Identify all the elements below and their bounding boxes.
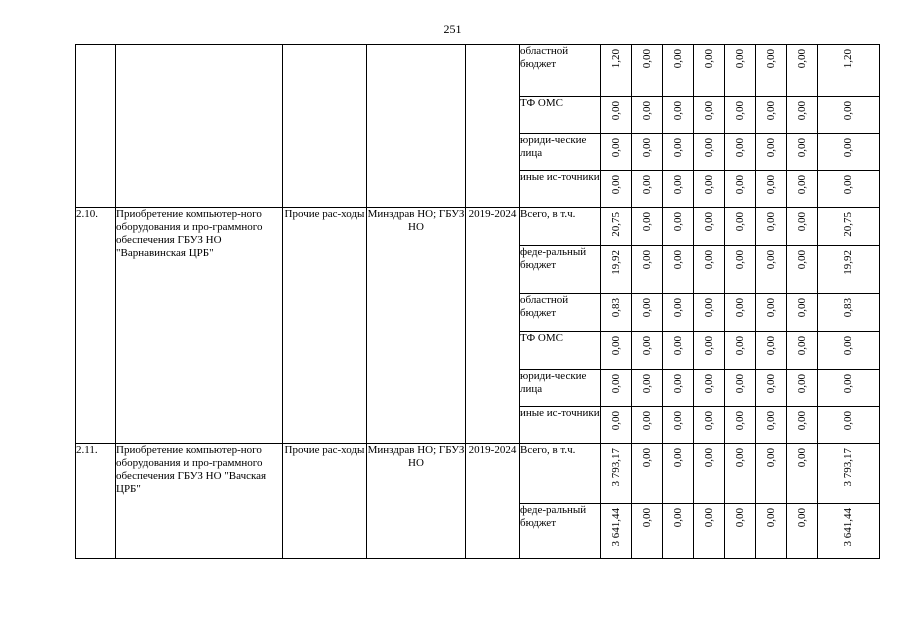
- cell-value: 0,00: [702, 175, 715, 195]
- period: 2019-2024: [466, 443, 520, 558]
- value-cell: [725, 45, 756, 97]
- value-cell: [756, 503, 787, 558]
- funding-source: юриди-ческие лица: [520, 369, 601, 406]
- value-cell: [725, 134, 756, 171]
- cell-value: 3 793,17: [609, 447, 622, 487]
- cell-value: 0,00: [640, 138, 653, 158]
- cell-value: 0,00: [764, 249, 777, 269]
- executor: [367, 45, 466, 208]
- cell-value: 0,00: [795, 138, 808, 158]
- value-cell: [756, 245, 787, 293]
- cell-value: 0,00: [671, 373, 684, 393]
- value-cell: [818, 406, 880, 443]
- value-cell: [725, 406, 756, 443]
- funding-source: феде-ральный бюджет: [520, 503, 601, 558]
- value-cell: [663, 97, 694, 134]
- value-cell: [694, 245, 725, 293]
- cell-value: 0,00: [640, 212, 653, 232]
- value-cell: [756, 443, 787, 503]
- value-cell: [725, 245, 756, 293]
- cell-value: 1,20: [842, 49, 854, 69]
- cell-value: 0,00: [842, 335, 854, 355]
- value-cell: [601, 293, 632, 331]
- value-cell: [694, 503, 725, 558]
- cell-value: 0,00: [671, 335, 684, 355]
- value-cell: [787, 406, 818, 443]
- value-cell: [725, 443, 756, 503]
- funding-source: иные ис-точники: [520, 171, 601, 208]
- value-cell: [787, 369, 818, 406]
- value-cell: [756, 45, 787, 97]
- cell-value: 0,00: [640, 175, 653, 195]
- cell-value: 0,00: [795, 447, 808, 467]
- cell-value: 0,00: [733, 175, 746, 195]
- cell-value: 0,00: [609, 373, 622, 393]
- cell-value: 20,75: [842, 212, 854, 237]
- table-row: [76, 208, 880, 246]
- row-number: [76, 45, 116, 208]
- funding-source: областной бюджет: [520, 45, 601, 97]
- value-cell: [663, 503, 694, 558]
- cell-value: 0,00: [640, 297, 653, 317]
- value-cell: [663, 245, 694, 293]
- value-cell: [787, 208, 818, 246]
- cell-value: 0,00: [640, 249, 653, 269]
- cell-value: 0,00: [702, 447, 715, 467]
- cell-value: 0,00: [795, 212, 808, 232]
- value-cell: [725, 208, 756, 246]
- value-cell: [725, 293, 756, 331]
- value-cell: [725, 503, 756, 558]
- cell-value: 0,00: [671, 101, 684, 121]
- cell-value: 0,00: [702, 335, 715, 355]
- measure-name: [116, 45, 283, 208]
- cell-value: 0,00: [640, 373, 653, 393]
- value-cell: [756, 171, 787, 208]
- measure-name: Приобретение компьютер-ного оборудования и про-граммного обеспечения ГБУЗ НО "Варнавинская ЦРБ": [116, 208, 283, 444]
- cell-value: 0,00: [671, 297, 684, 317]
- cell-value: 20,75: [609, 212, 622, 237]
- cell-value: 0,00: [640, 335, 653, 355]
- budget-table: [75, 44, 880, 559]
- cell-value: 1,20: [609, 49, 622, 69]
- value-cell: [725, 97, 756, 134]
- value-cell: [787, 45, 818, 97]
- value-cell: [787, 97, 818, 134]
- cell-value: 0,00: [640, 49, 653, 69]
- cell-value: 3 793,17: [842, 447, 854, 487]
- funding-source: юриди-ческие лица: [520, 134, 601, 171]
- funding-source: ТФ ОМС: [520, 331, 601, 369]
- value-cell: [756, 293, 787, 331]
- value-cell: [694, 331, 725, 369]
- cell-value: 0,00: [640, 507, 653, 527]
- cell-value: 0,00: [795, 49, 808, 69]
- cell-value: 0,00: [733, 335, 746, 355]
- cell-value: 0,00: [764, 507, 777, 527]
- value-cell: [694, 369, 725, 406]
- value-cell: [818, 171, 880, 208]
- expense-type: [283, 45, 367, 208]
- value-cell: [632, 45, 663, 97]
- value-cell: [756, 406, 787, 443]
- period: 2019-2024: [466, 208, 520, 444]
- value-cell: [663, 293, 694, 331]
- value-cell: [694, 97, 725, 134]
- value-cell: [632, 208, 663, 246]
- value-cell: [601, 171, 632, 208]
- value-cell: [601, 97, 632, 134]
- cell-value: 0,00: [795, 410, 808, 430]
- cell-value: 0,00: [764, 297, 777, 317]
- cell-value: 0,00: [842, 410, 854, 430]
- value-cell: [787, 443, 818, 503]
- cell-value: 0,00: [764, 335, 777, 355]
- value-cell: [787, 503, 818, 558]
- funding-source: Всего, в т.ч.: [520, 443, 601, 503]
- cell-value: 0,00: [733, 49, 746, 69]
- cell-value: 0,00: [795, 507, 808, 527]
- value-cell: [725, 171, 756, 208]
- value-cell: [601, 134, 632, 171]
- cell-value: 0,00: [795, 297, 808, 317]
- value-cell: [694, 134, 725, 171]
- cell-value: 0,00: [764, 212, 777, 232]
- row-number: 2.11.: [76, 443, 116, 558]
- cell-value: 0,00: [702, 138, 715, 158]
- value-cell: [818, 293, 880, 331]
- cell-value: 0,00: [671, 507, 684, 527]
- value-cell: [818, 331, 880, 369]
- cell-value: 0,00: [733, 507, 746, 527]
- cell-value: 0,00: [795, 101, 808, 121]
- value-cell: [787, 171, 818, 208]
- value-cell: [787, 134, 818, 171]
- cell-value: 0,00: [609, 175, 622, 195]
- cell-value: 0,00: [842, 138, 854, 158]
- cell-value: 0,83: [609, 297, 622, 317]
- cell-value: 0,00: [733, 373, 746, 393]
- value-cell: [663, 45, 694, 97]
- cell-value: 0,00: [842, 101, 854, 121]
- cell-value: 0,00: [733, 138, 746, 158]
- cell-value: 0,00: [795, 175, 808, 195]
- value-cell: [818, 245, 880, 293]
- value-cell: [694, 293, 725, 331]
- cell-value: 0,00: [795, 249, 808, 269]
- cell-value: 0,00: [609, 335, 622, 355]
- cell-value: 0,00: [842, 373, 854, 393]
- value-cell: [725, 369, 756, 406]
- value-cell: [818, 134, 880, 171]
- funding-source: Всего, в т.ч.: [520, 208, 601, 246]
- cell-value: 0,00: [671, 249, 684, 269]
- cell-value: 0,00: [733, 212, 746, 232]
- value-cell: [694, 45, 725, 97]
- cell-value: 0,00: [671, 212, 684, 232]
- value-cell: [601, 369, 632, 406]
- cell-value: 0,00: [795, 373, 808, 393]
- value-cell: [663, 208, 694, 246]
- value-cell: [663, 406, 694, 443]
- cell-value: 0,00: [702, 410, 715, 430]
- table-row: [76, 443, 880, 503]
- value-cell: [818, 45, 880, 97]
- cell-value: 0,00: [764, 49, 777, 69]
- cell-value: 0,00: [733, 249, 746, 269]
- cell-value: 0,00: [640, 410, 653, 430]
- cell-value: 0,00: [702, 249, 715, 269]
- value-cell: [632, 443, 663, 503]
- value-cell: [725, 331, 756, 369]
- cell-value: 0,00: [764, 410, 777, 430]
- value-cell: [787, 293, 818, 331]
- row-number: 2.10.: [76, 208, 116, 444]
- cell-value: 0,00: [609, 101, 622, 121]
- value-cell: [663, 331, 694, 369]
- expense-type: Прочие рас-ходы: [283, 208, 367, 444]
- cell-value: 0,00: [702, 212, 715, 232]
- funding-source: феде-ральный бюджет: [520, 245, 601, 293]
- value-cell: [632, 134, 663, 171]
- value-cell: [601, 45, 632, 97]
- cell-value: 3 641,44: [609, 507, 622, 547]
- cell-value: 0,00: [640, 101, 653, 121]
- cell-value: 0,00: [733, 447, 746, 467]
- cell-value: 0,00: [702, 507, 715, 527]
- value-cell: [787, 331, 818, 369]
- cell-value: 19,92: [609, 249, 622, 275]
- value-cell: [632, 97, 663, 134]
- value-cell: [787, 245, 818, 293]
- cell-value: 0,00: [609, 410, 622, 430]
- cell-value: 0,83: [842, 297, 854, 317]
- value-cell: [756, 97, 787, 134]
- value-cell: [632, 171, 663, 208]
- value-cell: [663, 369, 694, 406]
- value-cell: [694, 406, 725, 443]
- cell-value: 0,00: [671, 49, 684, 69]
- executor: Минздрав НО; ГБУЗ НО: [367, 208, 466, 444]
- cell-value: 0,00: [764, 175, 777, 195]
- value-cell: [601, 245, 632, 293]
- value-cell: [663, 134, 694, 171]
- cell-value: 0,00: [702, 373, 715, 393]
- executor: Минздрав НО; ГБУЗ НО: [367, 443, 466, 558]
- cell-value: 0,00: [671, 138, 684, 158]
- cell-value: 0,00: [671, 410, 684, 430]
- cell-value: 3 641,44: [842, 507, 854, 547]
- funding-source: областной бюджет: [520, 293, 601, 331]
- value-cell: [632, 245, 663, 293]
- value-cell: [663, 443, 694, 503]
- value-cell: [694, 171, 725, 208]
- value-cell: [756, 208, 787, 246]
- value-cell: [601, 443, 632, 503]
- value-cell: [601, 208, 632, 246]
- funding-source: ТФ ОМС: [520, 97, 601, 134]
- cell-value: 0,00: [671, 175, 684, 195]
- value-cell: [632, 406, 663, 443]
- cell-value: 0,00: [609, 138, 622, 158]
- cell-value: 0,00: [842, 175, 854, 195]
- cell-value: 0,00: [733, 297, 746, 317]
- cell-value: 0,00: [764, 101, 777, 121]
- value-cell: [632, 369, 663, 406]
- value-cell: [756, 331, 787, 369]
- cell-value: 0,00: [764, 138, 777, 158]
- funding-source: иные ис-точники: [520, 406, 601, 443]
- value-cell: [694, 208, 725, 246]
- cell-value: 0,00: [640, 447, 653, 467]
- value-cell: [632, 293, 663, 331]
- cell-value: 0,00: [702, 49, 715, 69]
- period: [466, 45, 520, 208]
- cell-value: 0,00: [795, 335, 808, 355]
- value-cell: [818, 97, 880, 134]
- value-cell: [818, 208, 880, 246]
- value-cell: [632, 503, 663, 558]
- value-cell: [601, 406, 632, 443]
- cell-value: 0,00: [733, 410, 746, 430]
- cell-value: 0,00: [671, 447, 684, 467]
- measure-name: Приобретение компьютер-ного оборудования и про-граммного обеспечения ГБУЗ НО "Вачская ЦРБ": [116, 443, 283, 558]
- cell-value: 0,00: [764, 447, 777, 467]
- cell-value: 0,00: [702, 101, 715, 121]
- expense-type: Прочие рас-ходы: [283, 443, 367, 558]
- table-row: [76, 45, 880, 97]
- value-cell: [756, 369, 787, 406]
- page-number: 251: [443, 22, 462, 36]
- value-cell: [818, 503, 880, 558]
- value-cell: [694, 443, 725, 503]
- value-cell: [601, 503, 632, 558]
- value-cell: [818, 443, 880, 503]
- value-cell: [632, 331, 663, 369]
- cell-value: 0,00: [702, 297, 715, 317]
- value-cell: [601, 331, 632, 369]
- cell-value: 0,00: [733, 101, 746, 121]
- value-cell: [818, 369, 880, 406]
- value-cell: [756, 134, 787, 171]
- cell-value: 19,92: [842, 249, 854, 275]
- value-cell: [663, 171, 694, 208]
- cell-value: 0,00: [764, 373, 777, 393]
